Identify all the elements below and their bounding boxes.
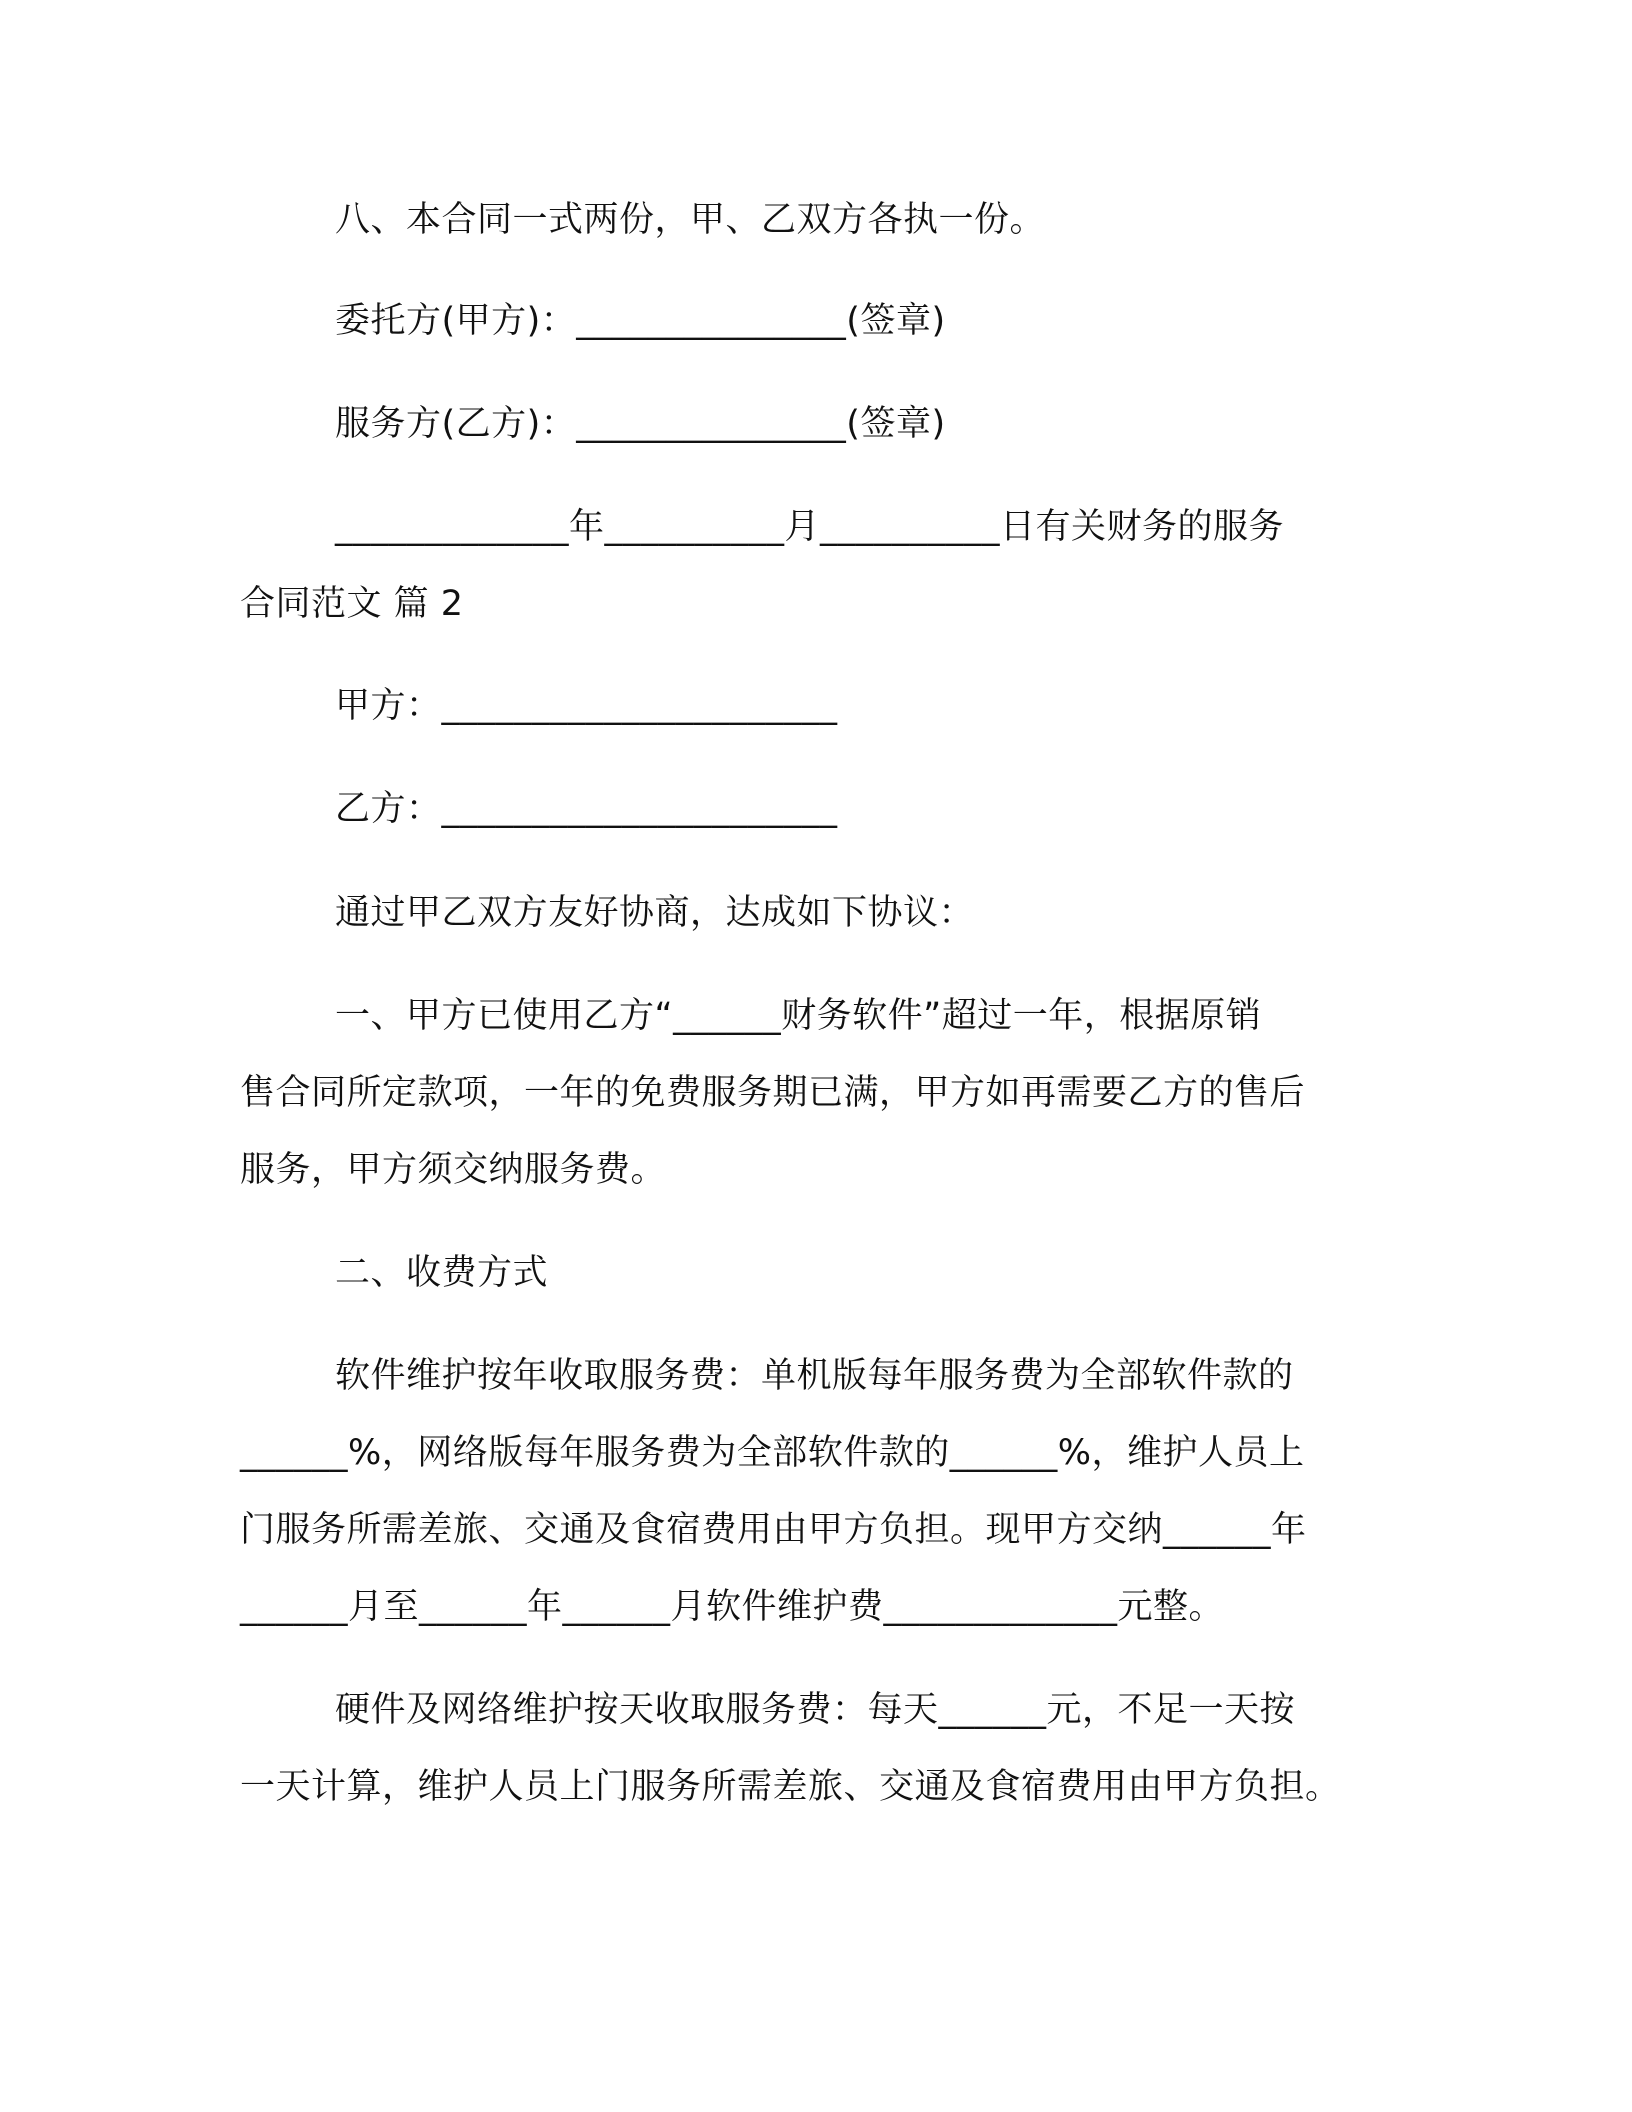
section-title: 合同范文 篇 2 bbox=[240, 584, 464, 624]
party-a-signature-line: 委托方(甲方)：_______________(签章) bbox=[335, 301, 946, 341]
party-b-signature-line: 服务方(乙方)：_______________(签章) bbox=[335, 404, 946, 444]
date-line: _____________年__________月__________日有关财务的服务 bbox=[335, 507, 1285, 547]
hardware-fee-line-1: 硬件及网络维护按天收取服务费：每天______元，不足一天按 bbox=[335, 1690, 1296, 1730]
clause-two-heading: 二、收费方式 bbox=[335, 1253, 549, 1293]
party-b-line: 乙方：______________________ bbox=[335, 789, 838, 829]
hardware-fee-line-2: 一天计算，维护人员上门服务所需差旅、交通及食宿费用由甲方负担。 bbox=[240, 1767, 1341, 1807]
software-fee-line-3: 门服务所需差旅、交通及食宿费用由甲方负担。现甲方交纳______年 bbox=[240, 1510, 1307, 1550]
software-fee-line-2: ______%，网络版每年服务费为全部软件款的______%，维护人员上 bbox=[240, 1433, 1305, 1473]
agreement-intro: 通过甲乙双方友好协商，达成如下协议： bbox=[335, 893, 975, 933]
software-fee-line-4: ______月至______年______月软件维护费_____________元整。 bbox=[240, 1587, 1225, 1627]
clause-eight: 八、本合同一式两份，甲、乙双方各执一份。 bbox=[335, 200, 1046, 240]
clause-one-line-2: 售合同所定款项，一年的免费服务期已满，甲方如再需要乙方的售后 bbox=[240, 1073, 1306, 1113]
party-a-line: 甲方：______________________ bbox=[335, 686, 838, 726]
clause-one-line-1: 一、甲方已使用乙方“______财务软件”超过一年，根据原销 bbox=[335, 996, 1262, 1036]
software-fee-line-1: 软件维护按年收取服务费：单机版每年服务费为全部软件款的 bbox=[335, 1356, 1294, 1396]
clause-one-line-3: 服务，甲方须交纳服务费。 bbox=[240, 1150, 667, 1190]
